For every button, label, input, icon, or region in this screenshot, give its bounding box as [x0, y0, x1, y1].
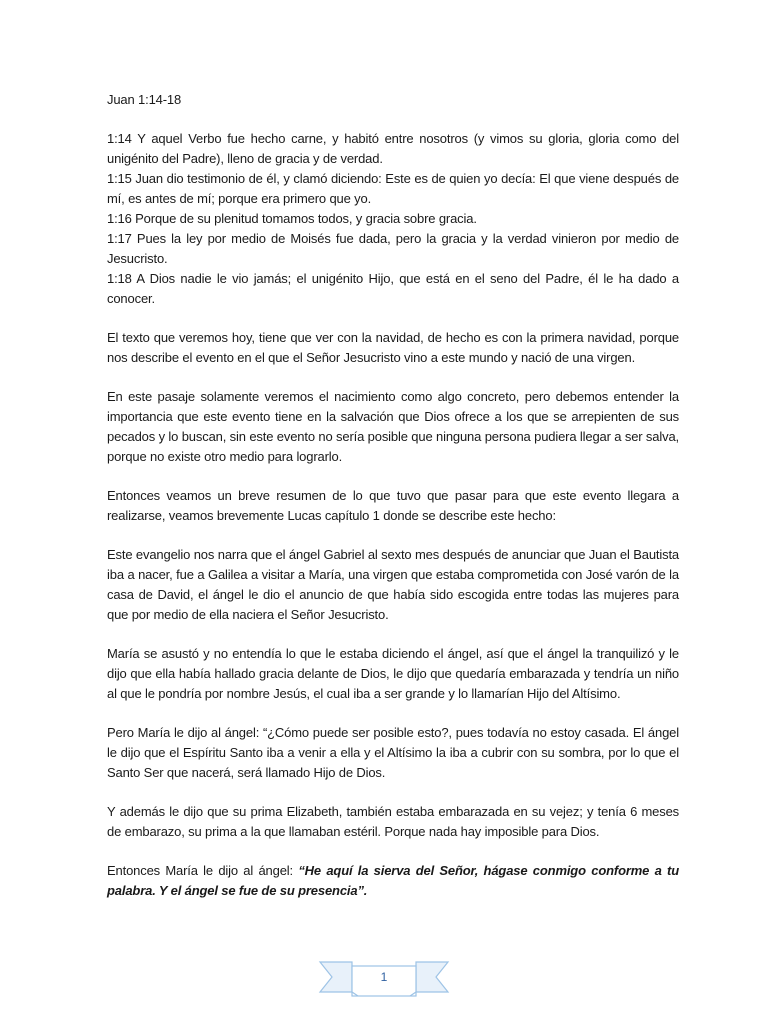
verse-1-17: 1:17 Pues la ley por medio de Moisés fue dada, pero la gracia y la verdad vinieron por medio de Jesucristo. [107, 231, 679, 266]
paragraph-5: María se asustó y no entendía lo que le estaba diciendo el ángel, así que el ángel la tranquilizó y le dijo que ella había hallado gracia delante de Dios, le dijo que quedaría embarazada y tendría un niño al que le pondría por nombre Jesús, el cual iba a ser grande y lo llamarían Hijo del Altísimo. [107, 646, 679, 701]
page-number: 1 [380, 970, 388, 984]
verse-1-16: 1:16 Porque de su plenitud tomamos todos, y gracia sobre gracia. [107, 211, 477, 226]
passage-reference: Juan 1:14-18 [107, 92, 182, 107]
paragraph-2: En este pasaje solamente veremos el nacimiento como algo concreto, pero debemos entender la importancia que este evento tiene en la salvación que Dios ofrece a los que se arrepienten de sus pecados y lo buscan, sin este evento no sería posible que ninguna persona pudiera llegar a ser salva, porque no existe otro medio para lograrlo. [107, 389, 679, 464]
paragraph-1: El texto que veremos hoy, tiene que ver con la navidad, de hecho es con la primera navidad, porque nos describe el evento en el que el Señor Jesucristo vino a este mundo y nació de una virgen. [107, 330, 679, 365]
verses-block [107, 129, 679, 309]
paragraph-7: Y además le dijo que su prima Elizabeth, también estaba embarazada en su vejez; y tenía 6 meses de embarazo, su prima a la que llamaban estéril. Porque nada hay imposible para Dios. [107, 804, 679, 839]
verse-1-18: 1:18 A Dios nadie le vio jamás; el unigénito Hijo, que está en el seno del Padre, él le ha dado a conocer. [107, 271, 679, 306]
paragraph-8 [107, 861, 679, 901]
paragraph-6: Pero María le dijo al ángel: “¿Cómo puede ser posible esto?, pues todavía no estoy casada. El ángel le dijo que el Espíritu Santo iba a venir a ella y el Altísimo la iba a cubrir con su sombra, por lo que el Santo Ser que nacerá, será llamado Hijo de Dios. [107, 725, 679, 780]
verse-1-15: 1:15 Juan dio testimonio de él, y clamó diciendo: Este es de quien yo decía: El que viene después de mí, es antes de mí; porque era primero que yo. [107, 171, 679, 206]
paragraph-4: Este evangelio nos narra que el ángel Gabriel al sexto mes después de anunciar que Juan el Bautista iba a nacer, fue a Galilea a visitar a María, una virgen que estaba comprometida con José varón de la casa de David, el ángel le dio el anuncio de que había sido escogida entre todas las mujeres para que por medio de ella naciera el Señor Jesucristo. [107, 547, 679, 622]
document-page [107, 90, 679, 901]
paragraph-3: Entonces veamos un breve resumen de lo que tuvo que pasar para que este evento llegara a realizarse, veamos brevemente Lucas capítulo 1 donde se describe este hecho: [107, 488, 679, 523]
page-number-ribbon [318, 958, 450, 1000]
verse-1-14: 1:14 Y aquel Verbo fue hecho carne, y habitó entre nosotros (y vimos su gloria, gloria como del unigénito del Padre), lleno de gracia y de verdad. [107, 131, 679, 166]
paragraph-8-intro: Entonces María le dijo al ángel: [107, 863, 299, 878]
paragraph-8-emphasis: “He aquí la sierva del Señor, hágase conmigo conforme a tu palabra. Y el ángel se fue de su presencia”. [107, 863, 679, 898]
